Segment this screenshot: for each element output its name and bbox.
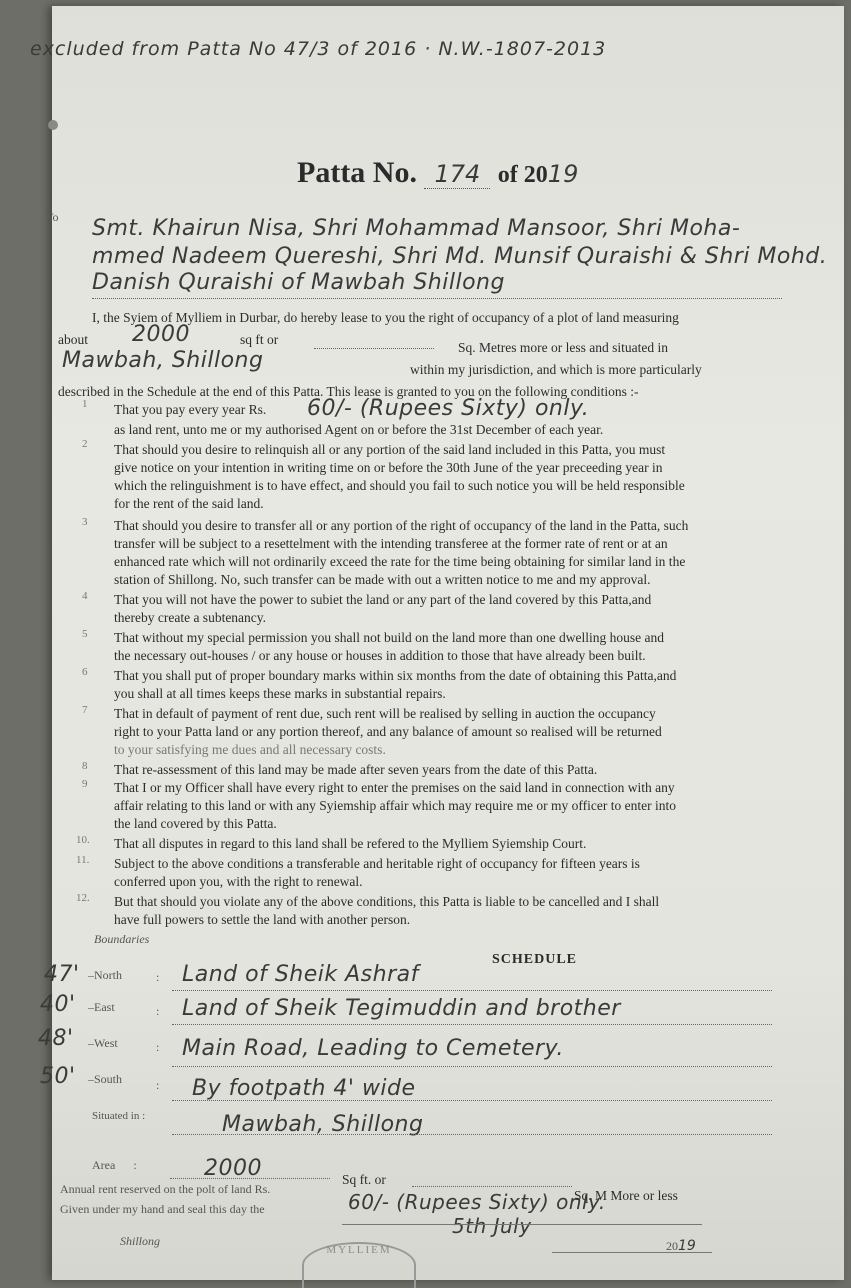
condition-2-line-3: which the relinguishment is to have effect, and should you fail to such notice you will be held responsible [114, 478, 685, 493]
condition-2-line-4: for the rent of the said land. [114, 496, 264, 511]
east-boundary: Land of Sheik Tegimuddin and brother [182, 996, 621, 1021]
sqft-or-label: sq ft or [240, 332, 279, 347]
within-text: within my jurisdiction, and which is more particularly [410, 362, 702, 377]
condition-12-line-2: have full powers to settle the land with another person. [114, 912, 411, 927]
south-label: –South [88, 1072, 123, 1086]
north-label: –North [88, 968, 122, 982]
patta-year: 19 [547, 160, 579, 188]
condition-1-line-1: That you pay every year Rs. [114, 402, 267, 417]
condition-7-line-1: That in default of payment of rent due, such rent will be realised by selling in auction the occupancy [114, 706, 656, 721]
area-sqft-label: Sq ft. or [342, 1172, 386, 1187]
east-length: 40' [40, 992, 76, 1017]
condition-11-number: 11. [76, 854, 90, 866]
east-label: –East [88, 1000, 115, 1014]
lessees-line-2: mmed Nadeem Quereshi, Shri Md. Munsif Quraishi & Shri Mohd. [92, 244, 828, 269]
condition-4-number: 4 [82, 590, 88, 602]
condition-3-number: 3 [82, 516, 88, 528]
condition-1-number: 1 [82, 398, 88, 410]
condition-11-line-2: conferred upon you, with the right to renewal. [114, 874, 363, 889]
header-handwritten-note: excluded from Patta No 47/3 of 2016 · N.W.-1807-2013 [30, 38, 607, 60]
to-label: To [46, 210, 59, 224]
condition-10-number: 10. [76, 834, 90, 846]
condition-3-line-4: station of Shillong. No, such transfer can be made with out a written notice to me and my approval. [114, 572, 651, 587]
west-boundary: Main Road, Leading to Cemetery. [182, 1036, 564, 1061]
area-value: 2000 [204, 1156, 262, 1181]
north-boundary: Land of Sheik Ashraf [182, 962, 419, 987]
condition-9-number: 9 [82, 778, 88, 790]
lease-intro-line-1: I, the Syiem of Mylliem in Durbar, do hereby lease to you the right of occupancy of a plot of land measuring [92, 310, 679, 325]
boundaries-label: Boundaries [94, 932, 150, 946]
annual-rent-value: 60/- (Rupees Sixty) only. [348, 1190, 606, 1214]
condition-3-line-3: enhanced rate which will not ordinarily exceed the rate for the time being obtaining for similar land in the [114, 554, 686, 569]
condition-12-number: 12. [76, 892, 90, 904]
condition-12-line-1: But that should you violate any of the above conditions, this Patta is liable to be cancelled and I shall [114, 894, 660, 909]
condition-6-line-1: That you shall put of proper boundary marks within six months from the date of obtaining this Patta,and [114, 668, 677, 683]
area-label: Area : [92, 1158, 137, 1172]
condition-9-line-2: affair relating to this land or with any Syiemship affair which may require me or my officer to enter into [114, 798, 676, 813]
place-label: Shillong [120, 1234, 161, 1248]
patta-document: excluded from Patta No 47/3 of 2016 · N.W.-1807-2013 Patta No. 174 of 2019 To Smt. Khairun Nisa, Shri Mohammad Mansoor, Shri Moha- mmed Nadeem Quereshi, Shri Md. Munsif Quraishi & Shri Mohd. Danish Quraishi of Mawbah Shillong I, the Syiem of Mylliem in Durbar, do hereby lease to you the right of occupancy of a plot of land measuring about 2000 sq ft or Sq. Metres more or less and situated in Mawbah, Shillong within my jurisdiction, and which is more particularly described in the Schedule at the end of this Patta. This lease is granted to you on the following conditions :- 1 That you pay every year Rs. 60/- (Rupees Sixty) only. as land rent, unto me or my authorised Agent on or before the 31st December of each year. 2 That should you desire to relinquish all or any portion of the said land included in this Patta, you must give notice on your intention in writing time on or before the 30th June of the year preceeding year in which the relinguishment is to have effect, and should you fail to such notice you will be held responsible for the rent of the said land. 3 That should you desire to transfer all or any portion of the right of occupancy of the land in the Patta, such transfer will be subject to a resettelment with the intending transferee at the former rate of rent or at an enhanced rate which will not ordinarily exceed the rate for the time being obtaining for similar land in the station of Shillong. No, such transfer can be made with out a written notice to me and my approval. 4 That you will not have the power to subiet the land or any part of the land covered by this Patta,and thereby create a subtenancy. 5 That without my special permission you shall not build on the land more than one dwelling house and the necessary out-houses / or any house or houses in addition to those that have already been built. 6 That you shall put of proper boundary marks within six months from the date of obtaining this Patta,and you shall at all times keeps these marks in substantial repairs. 7 That in default of payment of rent due, such rent will be realised by selling in auction the occupancy right to your Patta land or any portion thereof, and any balance of amount so realised will be returned to your satisfying me dues and all necessary costs. 8 That re-assessment of this land may be made after seven years from the date of this Patta. 9 That I or my Officer shall have every right to enter the premises on the said land in connection with any affair relating to this land or with any Syiemship affair which may require me or my officer to enter into the land covered by this Patta. 10. That all disputes in regard to this land shall be refered to the Mylliem Syiemship Court. 11. Subject to the above conditions a transferable and heritable right of occupancy for fifteen years is conferred upon you, with the right to renewal. 12. But that should you violate any of the above conditions, this Patta is liable to be cancelled and I shall have full powers to settle the land with another person. Boundaries SCHEDULE 47' –North : Land of Sheik Ashraf 40' –East : Land of Sheik Tegimuddin and brother 48' –West : Main Road, Leading to Cemetery. 50' –South : By footpath 4' wide Situated in : Mawbah, Shillong Area : 2000 Sq ft. or Sq. M More or less Annual rent reserved on the polt of land Rs. 60/- (Rupees Sixty) only. Given under my hand and seal this day the 5th July Shillong 2019 MYLLIEM [52, 6, 844, 1280]
given-date: 5th July [452, 1214, 532, 1238]
west-length: 48' [38, 1026, 74, 1051]
given-label: Given under my hand and seal this day the [60, 1202, 265, 1216]
lessees-line-1: Smt. Khairun Nisa, Shri Mohammad Mansoor, Shri Moha- [92, 216, 741, 241]
intro-location: Mawbah, Shillong [62, 348, 264, 373]
title-of: of 20 [497, 162, 548, 188]
condition-8-number: 8 [82, 760, 88, 772]
condition-1-rent: 60/- (Rupees Sixty) only. [307, 396, 590, 421]
condition-8-line-1: That re-assessment of this land may be made after seven years from the date of this Patta. [114, 762, 598, 777]
area-value-intro: 2000 [132, 322, 190, 347]
condition-6-number: 6 [82, 666, 88, 678]
schedule-heading: SCHEDULE [492, 952, 578, 967]
west-label: –West [88, 1036, 118, 1050]
south-length: 50' [40, 1064, 76, 1089]
condition-5-number: 5 [82, 628, 88, 640]
condition-10-line-1: That all disputes in regard to this land shall be refered to the Mylliem Syiemship Court. [114, 836, 587, 851]
area-sqm-label: Sq. M More or less [574, 1188, 678, 1203]
situated-value: Mawbah, Shillong [222, 1112, 424, 1137]
condition-11-line-1: Subject to the above conditions a transferable and heritable right of occupancy for fifteen years is [114, 856, 640, 871]
north-length: 47' [44, 962, 80, 987]
condition-2-line-2: give notice on your intention in writing time on or before the 30th June of the year preceeding year in [114, 460, 663, 475]
page-title [297, 156, 578, 190]
condition-1-line-2: as land rent, unto me or my authorised Agent on or before the 31st December of each year. [114, 422, 604, 437]
condition-7-line-2: right to your Patta land or any portion thereof, and any balance of amount so realised will be returned [114, 724, 662, 739]
condition-3-line-2: transfer will be subject to a resettelment with the intending transferee at the former rate of rent or at an [114, 536, 668, 551]
about-label: about [58, 332, 88, 347]
condition-3-line-1: That should you desire to transfer all or any portion of the right of occupancy of the land in the Patta, such [114, 518, 689, 533]
condition-2-number: 2 [82, 438, 88, 450]
condition-2-line-1: That should you desire to relinquish all or any portion of the said land included in this Patta, you must [114, 442, 666, 457]
condition-7-line-3: to your satisfying me dues and all necessary costs. [114, 742, 386, 757]
patta-number: 174 [424, 160, 490, 189]
condition-7-number: 7 [82, 704, 88, 716]
lease-intro-line-4: described in the Schedule at the end of this Patta. This lease is granted to you on the following conditions :- [58, 384, 639, 399]
condition-6-line-2: you shall at all times keeps these marks in substantial repairs. [114, 686, 446, 701]
given-year: 2019 [666, 1238, 696, 1254]
condition-9-line-3: the land covered by this Patta. [114, 816, 277, 831]
situated-label: Situated in : [92, 1110, 146, 1122]
condition-4-line-1: That you will not have the power to subiet the land or any part of the land covered by this Patta,and [114, 592, 652, 607]
annual-rent-label: Annual rent reserved on the polt of land Rs. [60, 1182, 271, 1196]
condition-9-line-1: That I or my Officer shall have every right to enter the premises on the said land in connection with any [114, 780, 675, 795]
title-prefix: Patta No. [297, 156, 417, 189]
official-seal: MYLLIEM [302, 1242, 416, 1288]
lessees-line-3: Danish Quraishi of Mawbah Shillong [92, 270, 505, 295]
condition-5-line-1: That without my special permission you shall not build on the land more than one dwelling house and [114, 630, 665, 645]
condition-4-line-2: thereby create a subtenancy. [114, 610, 267, 625]
south-boundary: By footpath 4' wide [192, 1076, 416, 1101]
condition-5-line-2: the necessary out-houses / or any house or houses in addition to those that have already been built. [114, 648, 646, 663]
sqm-text: Sq. Metres more or less and situated in [458, 340, 668, 355]
binding-hole [48, 120, 58, 130]
